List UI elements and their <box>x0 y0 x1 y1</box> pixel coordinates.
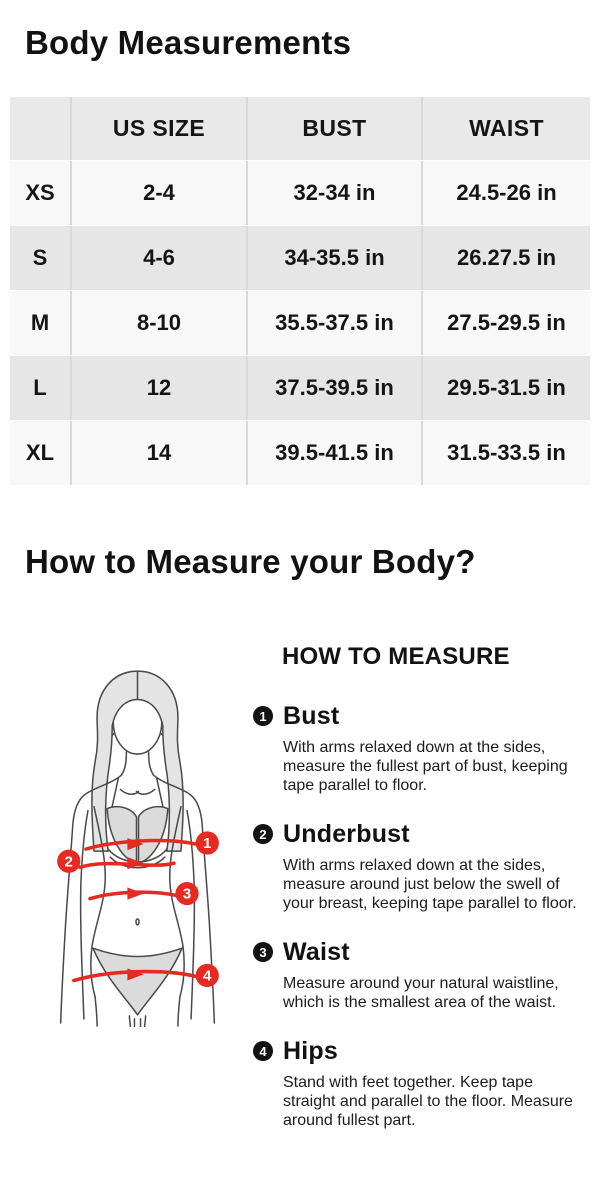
figure-bra-strap-right <box>157 778 164 810</box>
us-size-cell: 8-10 <box>70 291 246 355</box>
figure-bra-cup-left <box>107 807 136 864</box>
list-item-underbust <box>253 821 588 913</box>
table-row-l <box>10 356 590 420</box>
waist-cell: 29.5-31.5 in <box>421 356 590 420</box>
table-header-cell-bust: BUST <box>246 97 421 160</box>
table-header-cell-empty <box>10 97 70 160</box>
waist-arrow-icon <box>127 888 143 900</box>
size-label-cell: M <box>30 310 50 335</box>
figure-neck-right <box>149 752 154 775</box>
us-size-cell: 4-6 <box>70 226 246 290</box>
hips-marker-badge <box>196 964 219 987</box>
bust-cell: 37.5-39.5 in <box>246 356 421 420</box>
how-to-measure-list <box>253 645 588 1130</box>
badge-column <box>253 1038 283 1130</box>
us-size-cell: 2-4 <box>70 161 246 225</box>
item-content <box>283 939 579 1012</box>
item-description: Stand with feet together. Keep tape straight and parallel to the floor. Measure around fullest part. <box>283 1074 573 1129</box>
underbust-marker-number: 2 <box>64 853 73 871</box>
bust-cell: 35.5-37.5 in <box>246 291 421 355</box>
figure-neck-left <box>121 752 126 775</box>
item-number-badge: 2 <box>253 824 273 844</box>
bust-cell: 32-34 in <box>246 161 421 225</box>
figure-collarbone-left <box>120 789 138 794</box>
figure-leg-right-inner <box>145 1016 146 1027</box>
bust-cell: 39.5-41.5 in <box>246 421 421 485</box>
table-row-xl <box>10 421 590 485</box>
bust-cell: 34-35.5 in <box>246 226 421 290</box>
table-row-xs <box>10 161 590 225</box>
size-label-cell: XS <box>25 180 55 205</box>
item-description: With arms relaxed down at the sides, measure around just below the swell of your breast, keeping tape parallel to floor. <box>283 857 577 912</box>
list-item-bust <box>253 703 588 795</box>
figure-arm-left-inner <box>81 811 88 1019</box>
size-label-cell: XL <box>25 440 55 465</box>
item-number-badge: 1 <box>253 706 273 726</box>
table-row-m <box>10 291 590 355</box>
badge-column <box>253 821 283 913</box>
hips-marker-number: 4 <box>203 967 212 985</box>
item-number-badge: 3 <box>253 942 273 962</box>
list-item-waist <box>253 939 588 1012</box>
figure-leg-right-outer <box>178 997 180 1026</box>
item-description: Measure around your natural waistline, which is the smallest area of the waist. <box>283 975 559 1011</box>
figure-leg-left-inner <box>129 1016 130 1027</box>
figure-bra-cup-right <box>139 807 168 864</box>
item-content <box>283 821 579 913</box>
size-label-cell: L <box>33 375 47 400</box>
waist-cell: 27.5-29.5 in <box>421 291 590 355</box>
figure-navel <box>136 919 139 925</box>
bust-marker-number: 1 <box>203 835 212 853</box>
table-header-row <box>10 97 590 160</box>
figure-collarbone-right <box>136 789 154 794</box>
underbust-marker-badge <box>57 850 80 873</box>
item-title: Underbust <box>283 820 410 848</box>
figure-bikini-bottom <box>93 948 182 1015</box>
how-to-measure-section-title: How to Measure your Body? <box>25 543 476 580</box>
badge-column <box>253 939 283 1012</box>
waist-cell: 24.5-26 in <box>421 161 590 225</box>
size-chart-table <box>10 97 590 486</box>
figure-bra-strap-left <box>111 778 118 810</box>
table-header-cell-us-size: US SIZE <box>70 97 246 160</box>
item-content <box>283 1038 579 1130</box>
us-size-cell: 12 <box>70 356 246 420</box>
waist-marker-number: 3 <box>182 885 192 903</box>
figure-leg-left-outer <box>95 997 97 1026</box>
body-measurements-title: Body Measurements <box>25 24 352 61</box>
waist-marker-badge <box>175 882 198 905</box>
item-title: Bust <box>283 702 340 730</box>
size-label-cell: S <box>32 245 48 270</box>
item-title: Waist <box>283 938 350 966</box>
table-row-s <box>10 226 590 290</box>
figure-bra-band <box>108 849 167 862</box>
item-title: Hips <box>283 1037 338 1065</box>
waist-cell: 31.5-33.5 in <box>421 421 590 485</box>
list-item-hips <box>253 1038 588 1130</box>
body-measurement-diagram <box>30 655 245 1027</box>
us-size-cell: 14 <box>70 421 246 485</box>
item-content <box>283 703 579 795</box>
waist-cell: 26.27.5 in <box>421 226 590 290</box>
badge-column <box>253 703 283 795</box>
item-number-badge: 4 <box>253 1041 273 1061</box>
table-header-cell-waist: WAIST <box>421 97 590 160</box>
item-description: With arms relaxed down at the sides, measure the fullest part of bust, keeping tape parallel to floor. <box>283 739 568 794</box>
how-to-measure-heading: HOW TO MEASURE <box>282 643 510 670</box>
bust-marker-badge <box>196 831 219 854</box>
